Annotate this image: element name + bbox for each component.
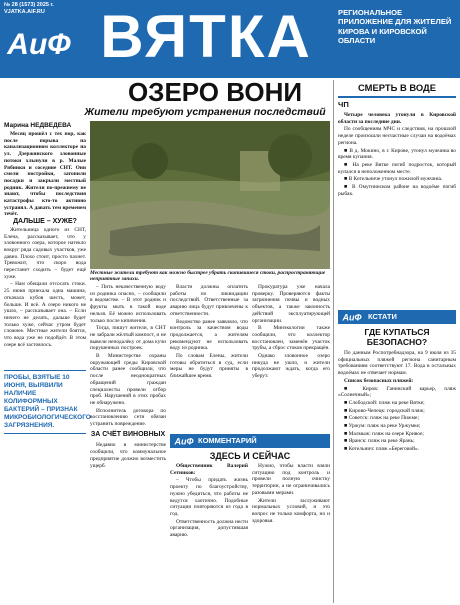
aif-small-logo-icon (342, 312, 362, 322)
sidebar-list-item: ■ Кирово-Чепецк: городской пляж; (344, 407, 425, 414)
commentary-column-1 (170, 463, 248, 603)
sidebar-list-item: ■ Котельнич: пляж «Береговой». (344, 446, 420, 453)
article-paragraph: В Минэкологии также сообщили, что коллектор восстановлен, заменён участок трубы, а сброс стоков прекращён. (252, 325, 330, 352)
article-paragraph: Прокуратура уже начала проверку. Проверяются факты загрязнения почвы и водных объектов, а также законность действий эксплуатирующей организации. (252, 284, 330, 324)
sidebar-list-heading: Список безопасных пляжей: (344, 377, 414, 384)
article-paragraph: Ведомство ранее заявляло, что контроль за качеством воды продолжается, а жителям рекомендуют не использовать воду из родника. (170, 318, 248, 352)
svg-text:АиФ: АиФ (7, 28, 71, 61)
article-subheading: ЗА СЧЁТ ВИНОВНЫХ (90, 430, 166, 438)
article-lead: Месяц прошёл с тех пор, как после порыва на канализационном коллекторе на ул. Дзержинского зловонные потоки хлынули в р. Малые Рябинки и соседние СНТ. Они смели постройки, затопили посадки и закрыли местный родник. Жители по-прежнему не знают, чтобы последствия катастрофы кто-то активно устранял. А давать тем временем течёт. (4, 131, 86, 218)
article-paragraph: Жительница одного из СНТ, Елена, рассказывает, что у зловонного озера, которое натекло вокруг ряда садовых участков, уже давно. Плохо стоит, просто пахнет. Тревожит, что скоро вода перестанет сходить – будет ещё хуже. (4, 226, 86, 280)
sidebar-rule (338, 96, 456, 98)
article-paragraph: – Нам обещали отсосать стоки. 25 июня приехала одна машина, откачала кубов шесть, может, больше. И всё. А озеро никого не ушло, – рассказывает она. – Если ничего не делать, дальше будет только хуже, сейчас утром будет сложнее. Местные жители боятся, что вода уже не подойдёт. В этом озере всё застоялось. (4, 281, 86, 348)
commentary-paragraph: – Чтобы придать жизнь проекту по благоустройству, нужно убедиться, что работы не ведутся хаотично. Подобные ситуации повторяются из года в год. (170, 477, 248, 517)
sidebar-list-item: ■ Советск: пляж на реке Пижме; (344, 415, 419, 422)
commentary-paragraph: Нужно, чтобы власти взяли ситуацию под контроль и провели полную очистку территории, а не ограничивались разовыми мерами. (252, 463, 330, 496)
sidebar-paragraph: ■ В Омутнинском районе на водоёме погиб рыбак. (338, 184, 456, 197)
sidebar-list-item: ■ Яранск: пляж на реке Ярань; (344, 438, 415, 445)
main-headline: ОЗЕРО ВОНИ (127, 77, 303, 107)
commentary-label: КОММЕНТАРИЙ (198, 436, 257, 445)
issue-number: № 28 (1573) 2025 г. (4, 2, 54, 8)
sidebar-paragraph: По сообщениям МЧС и следствия, на прошлой неделе произошли несчастные случаи на водоёмах региона. (338, 126, 456, 146)
sidebar-column-1 (338, 112, 456, 308)
sidebar-paragraph: ■ На реке Вятке погиб подросток, который купался в неположенном месте. (338, 161, 456, 175)
aif-logo (6, 22, 72, 66)
pull-quote: ПРОБЫ, ВЗЯТЫЕ 10 ИЮНЯ, ВЫЯВИЛИ НАЛИЧИЕ КОЛИФОРМНЫХ БАКТЕРИЙ – ПРИЗНАК МИКРОБИОЛОГИЧЕСКОГО ЗАГРЯЗНЕНИЯ. (4, 370, 86, 434)
photo-caption: Местные жители требуют как можно быстрее убрать скопившиеся стоки, распространяющие неприятные запахи. (90, 270, 326, 283)
article-paragraph: – Пить некачественную воду из родника опасно, – сообщили в ведомстве. – В этот родник и фрукты мыть в такой воде нельзя. Её можно использовать только после кипячения. (90, 284, 166, 324)
sidebar-lead: Четыре человека утонули в Кировской области за последние дни. (338, 112, 456, 125)
article-paragraph: Исполнитель договора по восстановлению сети обязан устранить повреждение. (90, 407, 166, 428)
svg-text:АиФ: АиФ (174, 436, 194, 446)
article-column-2 (90, 284, 166, 602)
svg-text:АиФ: АиФ (342, 312, 362, 322)
sidebar-list-item: ■ Малмыж: пляж на озере Кривое; (344, 430, 424, 437)
main-subheadline: Жители требуют устранения последствий (84, 106, 326, 118)
article-paragraph: Власти должны оплатить работы по ликвидации последствий. Ответственные за аварию лица будут привлечены к ответственности. (170, 284, 248, 317)
column-divider (333, 80, 334, 603)
article-paragraph: Однако зловонное озеро никуда не ушло, и жители продолжают ждать, когда его уберут. (252, 353, 330, 380)
article-photo (90, 121, 330, 269)
sidebar-paragraph: ■ В Котельниче утонул пожилой мужчина. (344, 176, 443, 183)
article-column-1 (4, 131, 86, 601)
sidebar-paragraph: ■ В д. Мокино, в г. Кирове, утонул мужчина во время купания. (338, 147, 456, 161)
commentary-paragraph: Жители заслуживают нормальных условий, и это вопрос не только комфорта, но и здоровья. (252, 497, 330, 524)
commentary-column-2 (252, 463, 330, 603)
newspaper-subtitle: РЕГИОНАЛЬНОЕ ПРИЛОЖЕНИЕ ДЛЯ ЖИТЕЛЕЙ КИРОВА И КИРОВСКОЙ ОБЛАСТИ (338, 8, 452, 46)
newspaper-title: ВЯТКА (100, 3, 312, 70)
article-paragraph: Недавно в министерстве сообщили, что коммунальное предприятие должно возместить ущерб. (90, 442, 166, 469)
author-byline: Марина НЕДВЕДЕВА (4, 122, 72, 129)
sidebar-paragraph: По данным Роспотребнадзора, на 9 июля из 35 официальных пляжей региона санитарным требованиям соответствуют 17. Вода в остальных водоёмах не отвечает нормам. (338, 350, 456, 377)
commentary-paragraph: Ответственность должна нести организация, допустившая аварию. (170, 518, 248, 539)
article-column-3 (170, 284, 248, 432)
swim-headline: ГДЕ КУПАТЬСЯ БЕЗОПАСНО? (364, 327, 430, 347)
aif-small-logo-icon (174, 436, 194, 446)
article-subheading: ДАЛЬШЕ – ХУЖЕ? (13, 218, 77, 226)
article-column-4 (252, 284, 330, 432)
section-header: ЧП (338, 100, 349, 109)
sidebar-headline: СМЕРТЬ В ВОДЕ (358, 82, 436, 93)
sidebar-list-item: ■ Киров: Ганинский карьер, пляж «Солнечный»; (338, 385, 456, 399)
sidebar-list-item: ■ Слободской: пляж на реке Вятке; (344, 399, 425, 406)
commentary-author: Общественник Валерий Сетников: (170, 463, 248, 476)
article-paragraph: Тогда, пишут жители, в СНТ не забрали жёлтый компост, и не вывели неподалёку от дома кучи порушенных построек. (90, 325, 166, 352)
article-paragraph: По словам Елены, жители готовы обратиться в суд, если меры не будут приняты в ближайшее время. (170, 353, 248, 380)
sidebar-list-item: ■ Уржум: пляж на реке Уржумке; (344, 423, 421, 430)
issue-info (4, 2, 76, 15)
commentary-title: ЗДЕСЬ И СЕЙЧАС (209, 451, 291, 461)
istati-label: КСТАТИ (368, 312, 397, 321)
site-url: VJATKA.AIF.RU (4, 8, 45, 15)
sidebar-column-2 (338, 350, 456, 604)
article-paragraph: В Министерстве охраны окружающей среды Кировской области ранее сообщили, что после неоднократных обращений граждан специалисты провели отбор проб. Нарушений в этих пробах не обнаружено. (90, 353, 166, 406)
